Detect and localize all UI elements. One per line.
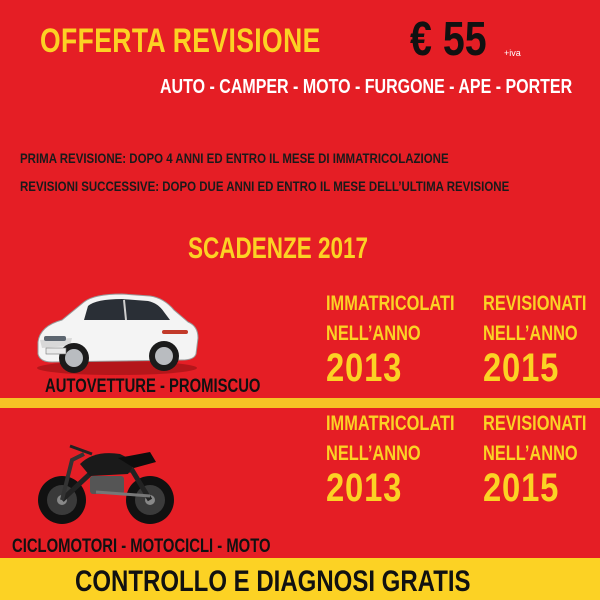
subsequent-inspection-rule: REVISIONI SUCCESSIVE: DOPO DUE ANNI ED ENTRO IL MESE DELL’ULTIMA REVISIONE [20, 178, 510, 194]
car-image [32, 280, 202, 380]
car-revised-sub: NELL’ANNO [483, 322, 578, 345]
car-registered-sub: NELL’ANNO [326, 322, 421, 345]
car-registered-label: IMMATRICOLATI [326, 292, 455, 315]
car-revised-year: 2015 [483, 346, 560, 390]
moto-registered-sub: NELL’ANNO [326, 442, 421, 465]
iva-note: +iva [504, 48, 521, 58]
moto-revised-year: 2015 [483, 466, 560, 510]
deadlines-title: SCADENZE 2017 [188, 232, 369, 265]
first-inspection-rule: PRIMA REVISIONE: DOPO 4 ANNI ED ENTRO IL MESE DI IMMATRICOLAZIONE [20, 150, 449, 166]
car-revised-label: REVISIONATI [483, 292, 587, 315]
footer-text: CONTROLLO E DIAGNOSI GRATIS [75, 565, 471, 598]
moto-registered-year: 2013 [326, 466, 403, 510]
offer-title: OFFERTA REVISIONE [40, 22, 321, 60]
moto-revised-label: REVISIONATI [483, 412, 587, 435]
moto-registered-label: IMMATRICOLATI [326, 412, 455, 435]
motorcycle-image [32, 420, 182, 530]
section-divider [0, 398, 600, 408]
vehicle-types: AUTO - CAMPER - MOTO - FURGONE - APE - PORTER [160, 76, 573, 98]
moto-revised-sub: NELL’ANNO [483, 442, 578, 465]
car-category: AUTOVETTURE - PROMISCUO [45, 376, 261, 397]
motorcycle-category: CICLOMOTORI - MOTOCICLI - MOTO [12, 536, 271, 557]
price: € 55 [410, 13, 487, 66]
car-registered-year: 2013 [326, 346, 403, 390]
